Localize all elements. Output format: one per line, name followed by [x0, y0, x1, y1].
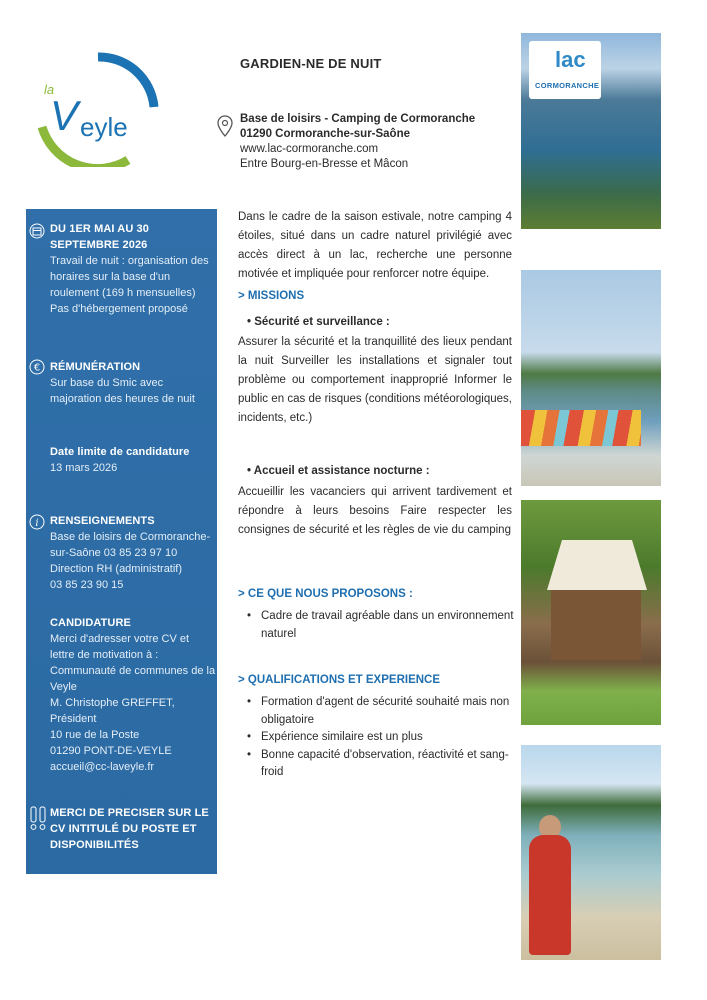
offer-list	[245, 608, 515, 643]
calendar-icon	[29, 223, 45, 239]
logo-eyle: eyle	[80, 112, 128, 142]
badge-subtitle: CORMORANCHE	[535, 81, 600, 90]
logo-v-letter: V	[50, 92, 78, 139]
dates-heading-1: DU 1ER MAI AU 30	[50, 223, 149, 235]
welcome-heading-text: Accueil et assistance nocturne :	[253, 465, 430, 477]
pay-section	[50, 359, 195, 407]
info-line: Direction RH (administratif)	[50, 563, 183, 575]
dates-line: Pas d'hébergement proposé	[50, 303, 188, 315]
lifeguard-beach-photo	[521, 745, 661, 960]
apply-line: lettre de motivation à :	[50, 649, 159, 661]
la-veyle-logo	[36, 52, 166, 167]
tent-shape	[547, 540, 647, 590]
exclamation-icon	[29, 806, 49, 832]
apply-email[interactable]: accueil@cc-laveyle.fr	[50, 761, 155, 773]
lac-cormoranche-badge	[529, 41, 601, 99]
list-item: • Bonne capacité d'observation, réactivité et sang-froid	[245, 747, 515, 782]
logo-la-text: la	[44, 82, 55, 97]
intro-paragraph: Dans le cadre de la saison estivale, notre camping 4 étoiles, situé dans un cadre naturel privilégié avec accès direct à un lac, recherche une personne motivée et impliquée pour renforcer notre équipe.	[238, 211, 512, 280]
list-item: • Cadre de travail agréable dans un environnement naturel	[245, 608, 515, 643]
pay-line: majoration des heures de nuit	[50, 393, 195, 405]
info-section	[50, 513, 210, 593]
apply-line: M. Christophe GREFFET,	[50, 697, 175, 709]
welcome-text: Accueillir les vacanciers qui arrivent tardivement et répondre à leurs besoins Faire respecter les consignes de sécurité et les règles de vie du camping	[238, 486, 512, 536]
list-item: • Formation d'agent de sécurité souhaité mais non obligatoire	[245, 694, 515, 729]
tent-cabin-photo	[521, 500, 661, 725]
security-text: Assurer la sécurité et la tranquillité des lieux pendant la nuit Surveiller les installations et signaler tout problème ou comportement inapproprié Informer le public en cas de risques (conditions météorologiques, incidents, etc.)	[238, 336, 512, 424]
dates-section	[50, 221, 209, 317]
location-text: Entre Bourg-en-Bresse et Mâcon	[240, 158, 409, 170]
svg-text:i: i	[35, 518, 39, 529]
apply-heading: CANDIDATURE	[50, 617, 131, 629]
apply-line: Communauté de communes de la	[50, 665, 216, 677]
apply-line: Président	[50, 713, 97, 725]
dates-line: Travail de nuit : organisation des	[50, 255, 209, 267]
address-block	[240, 112, 475, 172]
apply-line: Veyle	[50, 681, 77, 693]
qualif-heading: > QUALIFICATIONS ET EXPERIENCE	[238, 674, 441, 686]
address-line-1: Base de loisirs - Camping de Cormoranche	[240, 113, 476, 125]
euro-icon	[29, 359, 45, 375]
qualif-list	[245, 694, 515, 782]
notice-line: MERCI DE PRECISER SUR LE	[50, 807, 209, 819]
dates-heading-2: SEPTEMBRE 2026	[50, 239, 148, 251]
deadline-value: 13 mars 2026	[50, 462, 118, 474]
job-title: GARDIEN-NE DE NUIT	[240, 56, 382, 71]
person-shape	[529, 835, 571, 955]
apply-section	[50, 615, 215, 775]
apply-line: Merci d'adresser votre CV et	[50, 633, 190, 645]
apply-line: 01290 PONT-DE-VEYLE	[50, 745, 172, 757]
badge-title: lac	[555, 47, 586, 72]
kayaks-shape	[521, 410, 641, 446]
svg-text:€: €	[33, 362, 41, 374]
info-line: 03 85 23 90 15	[50, 579, 124, 591]
apply-line: 10 rue de la Poste	[50, 729, 140, 741]
security-heading: • Sécurité et surveillance :	[247, 316, 390, 328]
lake-aerial-photo	[521, 33, 661, 229]
offer-heading: > CE QUE NOUS PROPOSONS :	[238, 588, 413, 600]
address-line-2: 01290 Cormoranche-sur-Saône	[240, 128, 411, 140]
website-link[interactable]: www.lac-cormoranche.com	[240, 143, 379, 155]
info-heading: RENSEIGNEMENTS	[50, 515, 155, 527]
pay-heading: RÉMUNÉRATION	[50, 361, 141, 373]
deadline-heading: Date limite de candidature	[50, 446, 190, 458]
cabin-shape	[551, 590, 641, 660]
info-line: sur-Saône 03 85 23 97 10	[50, 547, 178, 559]
missions-heading: > MISSIONS	[238, 290, 305, 302]
info-sidebar	[26, 209, 217, 874]
notice-section	[50, 805, 209, 853]
notice-line: CV INTITULÉ DU POSTE ET	[50, 823, 197, 835]
kayaks-photo	[521, 270, 661, 486]
welcome-heading: • Accueil et assistance nocturne :	[247, 465, 430, 477]
security-heading-text: Sécurité et surveillance :	[254, 316, 390, 328]
notice-line: DISPONIBILITÉS	[50, 839, 139, 851]
dates-line: horaires sur la base d'un	[50, 271, 171, 283]
dates-line: roulement (169 h mensuelles)	[50, 287, 196, 299]
info-line: Base de loisirs de Cormoranche-	[50, 531, 211, 543]
location-pin-icon	[217, 115, 233, 137]
deadline-section	[50, 444, 190, 476]
list-item: • Expérience similaire est un plus	[245, 729, 515, 747]
info-icon	[29, 514, 45, 530]
pay-line: Sur base du Smic avec	[50, 377, 164, 389]
